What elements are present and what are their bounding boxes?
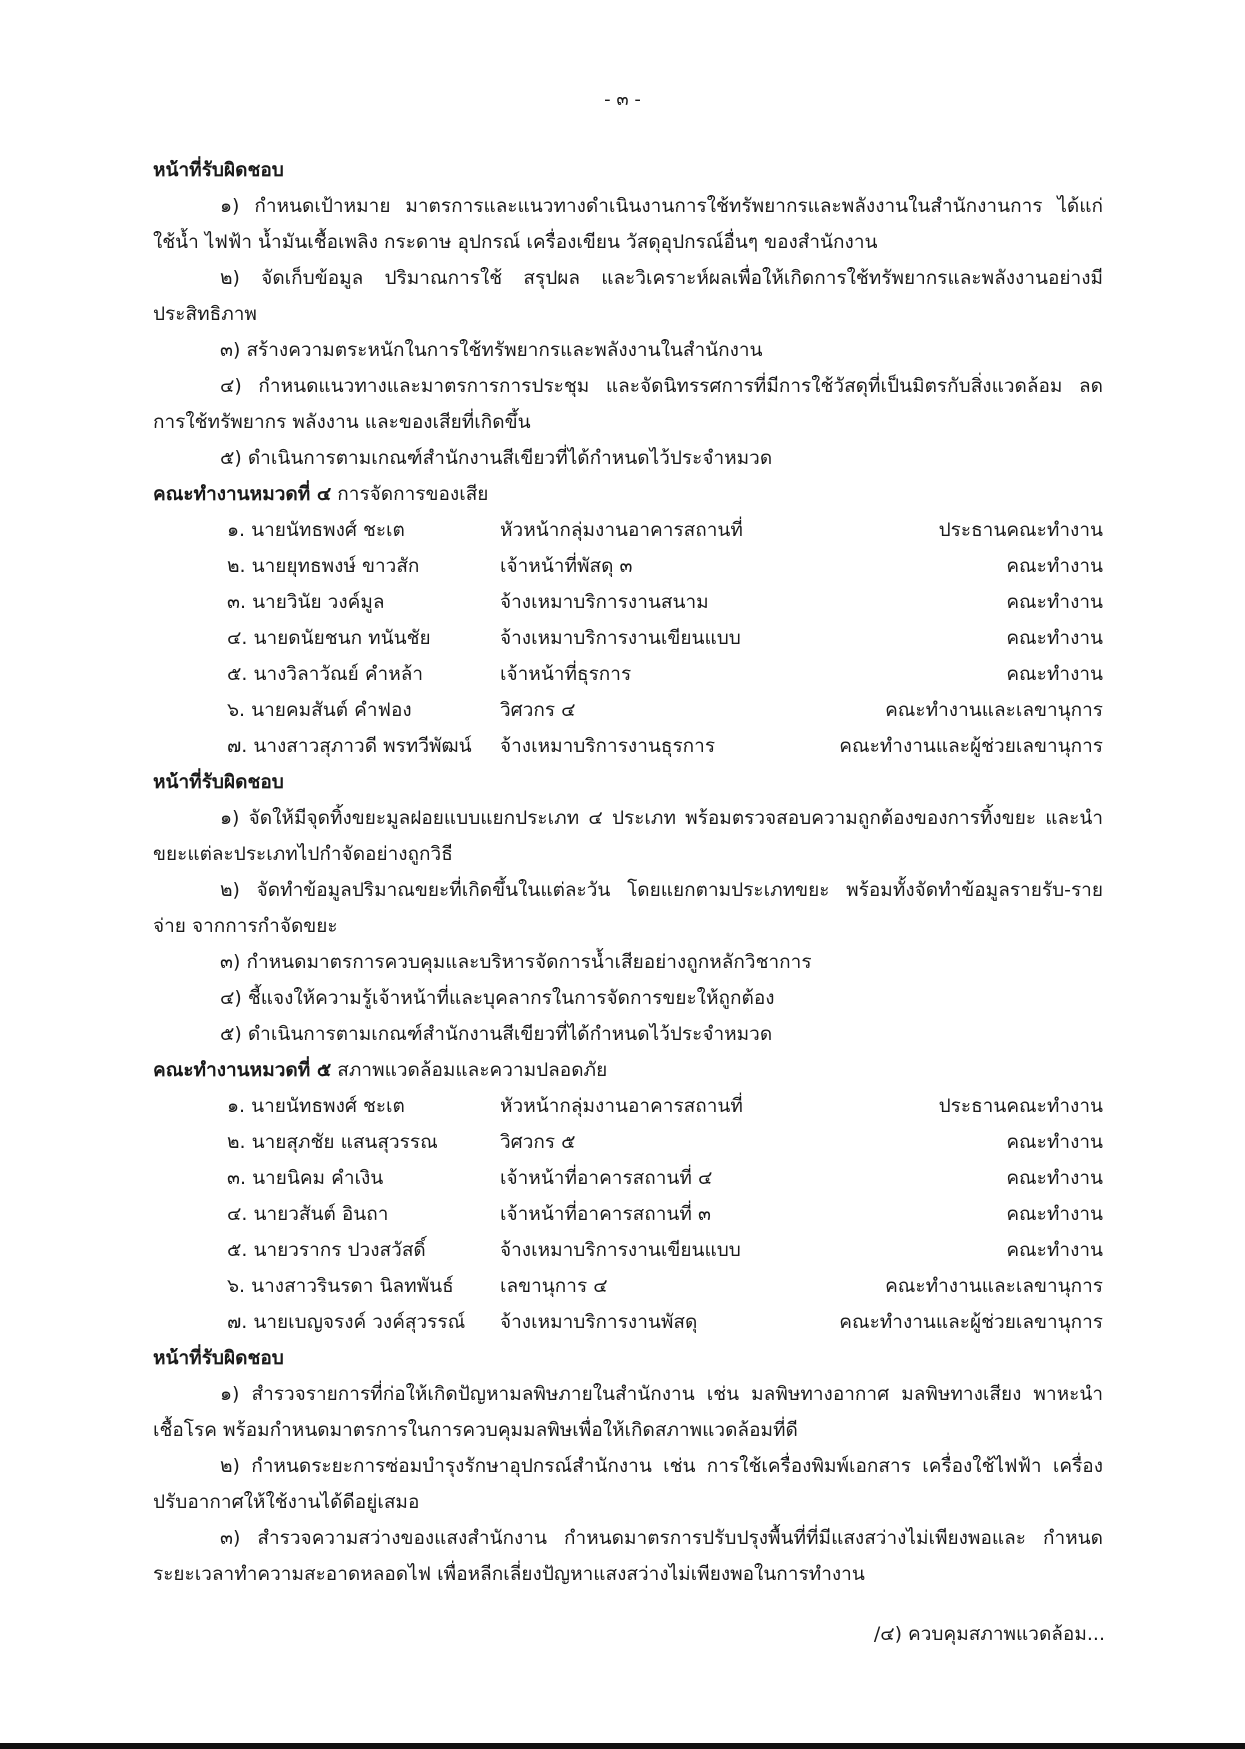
group4-title-bold: คณะทำงานหมวดที่ ๔ — [153, 483, 332, 505]
member-position: จ้างเหมาบริการงานสนาม — [500, 591, 709, 613]
responsibility-item: ๔) ชี้แจงให้ความรู้เจ้าหน้าที่และบุคลากรในการจัดการขยะให้ถูกต้อง — [220, 987, 775, 1009]
member-position: หัวหน้ากลุ่มงานอาคารสถานที่ — [500, 1095, 743, 1117]
member-position: หัวหน้ากลุ่มงานอาคารสถานที่ — [500, 519, 743, 541]
member-position: จ้างเหมาบริการงานพัสดุ — [500, 1311, 698, 1333]
member-name: ๕. นายวรากร ปวงสวัสดิ์ — [227, 1239, 426, 1261]
member-row — [227, 1160, 1103, 1196]
document-body — [153, 152, 1103, 1592]
responsibilities-heading: หน้าที่รับผิดชอบ — [153, 1347, 284, 1369]
member-name: ๑. นายนัทธพงศ์ ชะเต — [227, 519, 405, 541]
member-role: คณะทำงาน — [1006, 1131, 1103, 1153]
member-row — [227, 1268, 1103, 1304]
member-role: คณะทำงานและเลขานุการ — [885, 1275, 1103, 1297]
member-role: คณะทำงาน — [1006, 627, 1103, 649]
member-name: ๓. นายวินัย วงค์มูล — [227, 591, 385, 613]
group4-member-table — [227, 512, 1103, 764]
member-row — [227, 728, 1103, 764]
scan-bottom-edge — [0, 1743, 1245, 1749]
member-position: เจ้าหน้าที่ธุรการ — [500, 663, 632, 685]
member-position: วิศวกร ๔ — [500, 699, 576, 721]
member-position: จ้างเหมาบริการงานเขียนแบบ — [500, 1239, 741, 1261]
member-row — [227, 1124, 1103, 1160]
member-position: เจ้าหน้าที่อาคารสถานที่ ๔ — [500, 1167, 713, 1189]
member-role: คณะทำงาน — [1006, 1239, 1103, 1261]
member-role: คณะทำงานและเลขานุการ — [885, 699, 1103, 721]
member-role: คณะทำงาน — [1006, 591, 1103, 613]
responsibility-item: ๕) ดำเนินการตามเกณฑ์สำนักงานสีเขียวที่ได้กำหนดไว้ประจำหมวด — [220, 447, 773, 469]
group5-title-bold: คณะทำงานหมวดที่ ๕ — [153, 1059, 332, 1081]
responsibility-item: ๑) สำรวจรายการที่ก่อให้เกิดปัญหามลพิษภายในสำนักงาน เช่น มลพิษทางอากาศ มลพิษทางเสียง พาหะนำเชื้อโรค พร้อมกำหนดมาตรการในการควบคุมมลพิษเพื่อให้เกิดสภาพแวดล้อมที่ดี — [153, 1383, 1103, 1441]
responsibilities-heading: หน้าที่รับผิดชอบ — [153, 159, 284, 181]
member-name: ๔. นายดนัยชนก ทนันชัย — [227, 627, 431, 649]
responsibility-item: ๒) กำหนดระยะการซ่อมบำรุงรักษาอุปกรณ์สำนักงาน เช่น การใช้เครื่องพิมพ์เอกสาร เครื่องใช้ไฟฟ้า เครื่องปรับอากาศให้ใช้งานได้ดีอยู่เสมอ — [153, 1455, 1103, 1513]
member-row — [227, 1196, 1103, 1232]
responsibility-item: ๓) กำหนดมาตรการควบคุมและบริหารจัดการน้ำเสียอย่างถูกหลักวิชาการ — [220, 951, 812, 973]
member-name: ๗. นางสาวสุภาวดี พรทวีพัฒน์ — [227, 735, 472, 757]
member-row — [227, 1232, 1103, 1268]
responsibility-item: ๔) กำหนดแนวทางและมาตรการการประชุม และจัดนิทรรศการที่มีการใช้วัสดุที่เป็นมิตรกับสิ่งแวดล้อม ลดการใช้ทรัพยากร พลังงาน และของเสียที่เกิดขึ้น — [153, 375, 1103, 433]
member-role: คณะทำงาน — [1006, 1203, 1103, 1225]
group4-title — [153, 476, 1103, 512]
member-position: เจ้าหน้าที่อาคารสถานที่ ๓ — [500, 1203, 711, 1225]
member-row — [227, 656, 1103, 692]
continuation-note: /๔) ควบคุมสภาพแวดล้อม... — [873, 1623, 1105, 1645]
member-row — [227, 1088, 1103, 1124]
member-position: วิศวกร ๕ — [500, 1131, 576, 1153]
responsibility-item: ๑) จัดให้มีจุดทิ้งขยะมูลฝอยแบบแยกประเภท ๔ ประเภท พร้อมตรวจสอบความถูกต้องของการทิ้งขยะ และนำขยะแต่ละประเภทไปกำจัดอย่างถูกวิธี — [153, 807, 1103, 865]
group5-title-rest: สภาพแวดล้อมและความปลอดภัย — [331, 1059, 608, 1081]
group5-title — [153, 1052, 1103, 1088]
member-role: คณะทำงานและผู้ช่วยเลขานุการ — [839, 1311, 1103, 1333]
group4-title-rest: การจัดการของเสีย — [331, 483, 489, 505]
member-position: จ้างเหมาบริการงานเขียนแบบ — [500, 627, 741, 649]
member-role: คณะทำงาน — [1006, 1167, 1103, 1189]
member-row — [227, 512, 1103, 548]
responsibility-item: ๒) จัดเก็บข้อมูล ปริมาณการใช้ สรุปผล และวิเคราะห์ผลเพื่อให้เกิดการใช้ทรัพยากรและพลังงานอย่างมีประสิทธิภาพ — [153, 267, 1103, 325]
member-role: คณะทำงาน — [1006, 555, 1103, 577]
member-name: ๒. นายยุทธพงษ์ ขาวสัก — [227, 555, 420, 577]
member-name: ๕. นางวิลาวัณย์ คำหล้า — [227, 663, 424, 685]
member-row — [227, 584, 1103, 620]
responsibility-item: ๕) ดำเนินการตามเกณฑ์สำนักงานสีเขียวที่ได้กำหนดไว้ประจำหมวด — [220, 1023, 773, 1045]
responsibility-item: ๒) จัดทำข้อมูลปริมาณขยะที่เกิดขึ้นในแต่ละวัน โดยแยกตามประเภทขยะ พร้อมทั้งจัดทำข้อมูลรายรับ-รายจ่าย จากการกำจัดขยะ — [153, 879, 1103, 937]
member-role: ประธานคณะทำงาน — [938, 519, 1103, 541]
member-role: คณะทำงาน — [1006, 663, 1103, 685]
member-position: เลขานุการ ๔ — [500, 1275, 608, 1297]
member-name: ๒. นายสุภชัย แสนสุวรรณ — [227, 1131, 438, 1153]
responsibility-item: ๓) สำรวจความสว่างของแสงสำนักงาน กำหนดมาตรการปรับปรุงพื้นที่ที่มีแสงสว่างไม่เพียงพอและ กำหนดระยะเวลาทำความสะอาดหลอดไฟ เพื่อหลีกเลี่ยงปัญหาแสงสว่างไม่เพียงพอในการทำงาน — [153, 1527, 1103, 1585]
responsibility-item: ๑) กำหนดเป้าหมาย มาตรการและแนวทางดำเนินงานการใช้ทรัพยากรและพลังงานในสำนักงานการ ได้แก่ ใช้น้ำ ไฟฟ้า น้ำมันเชื้อเพลิง กระดาษ อุปกรณ์ เครื่องเขียน วัสดุอุปกรณ์อื่นๆ ของสำนักงาน — [153, 195, 1103, 253]
member-name: ๑. นายนัทธพงศ์ ชะเต — [227, 1095, 405, 1117]
member-name: ๖. นางสาวรินรดา นิลทพันธ์ — [227, 1275, 454, 1297]
member-row — [227, 692, 1103, 728]
group5-member-table — [227, 1088, 1103, 1340]
member-name: ๔. นายวสันต์ อินถา — [227, 1203, 389, 1225]
member-row — [227, 548, 1103, 584]
page-number: - ๓ - — [604, 89, 641, 110]
member-role: คณะทำงานและผู้ช่วยเลขานุการ — [839, 735, 1103, 757]
responsibility-item: ๓) สร้างความตระหนักในการใช้ทรัพยากรและพลังงานในสำนักงาน — [220, 339, 763, 361]
responsibilities-heading: หน้าที่รับผิดชอบ — [153, 771, 284, 793]
member-row — [227, 1304, 1103, 1340]
member-name: ๖. นายคมสันต์ คำฟอง — [227, 699, 412, 721]
member-name: ๓. นายนิคม คำเงิน — [227, 1167, 384, 1189]
member-row — [227, 620, 1103, 656]
member-position: จ้างเหมาบริการงานธุรการ — [500, 735, 716, 757]
member-role: ประธานคณะทำงาน — [938, 1095, 1103, 1117]
member-position: เจ้าหน้าที่พัสดุ ๓ — [500, 555, 633, 577]
member-name: ๗. นายเบญจรงค์ วงค์สุวรรณ์ — [227, 1311, 466, 1333]
